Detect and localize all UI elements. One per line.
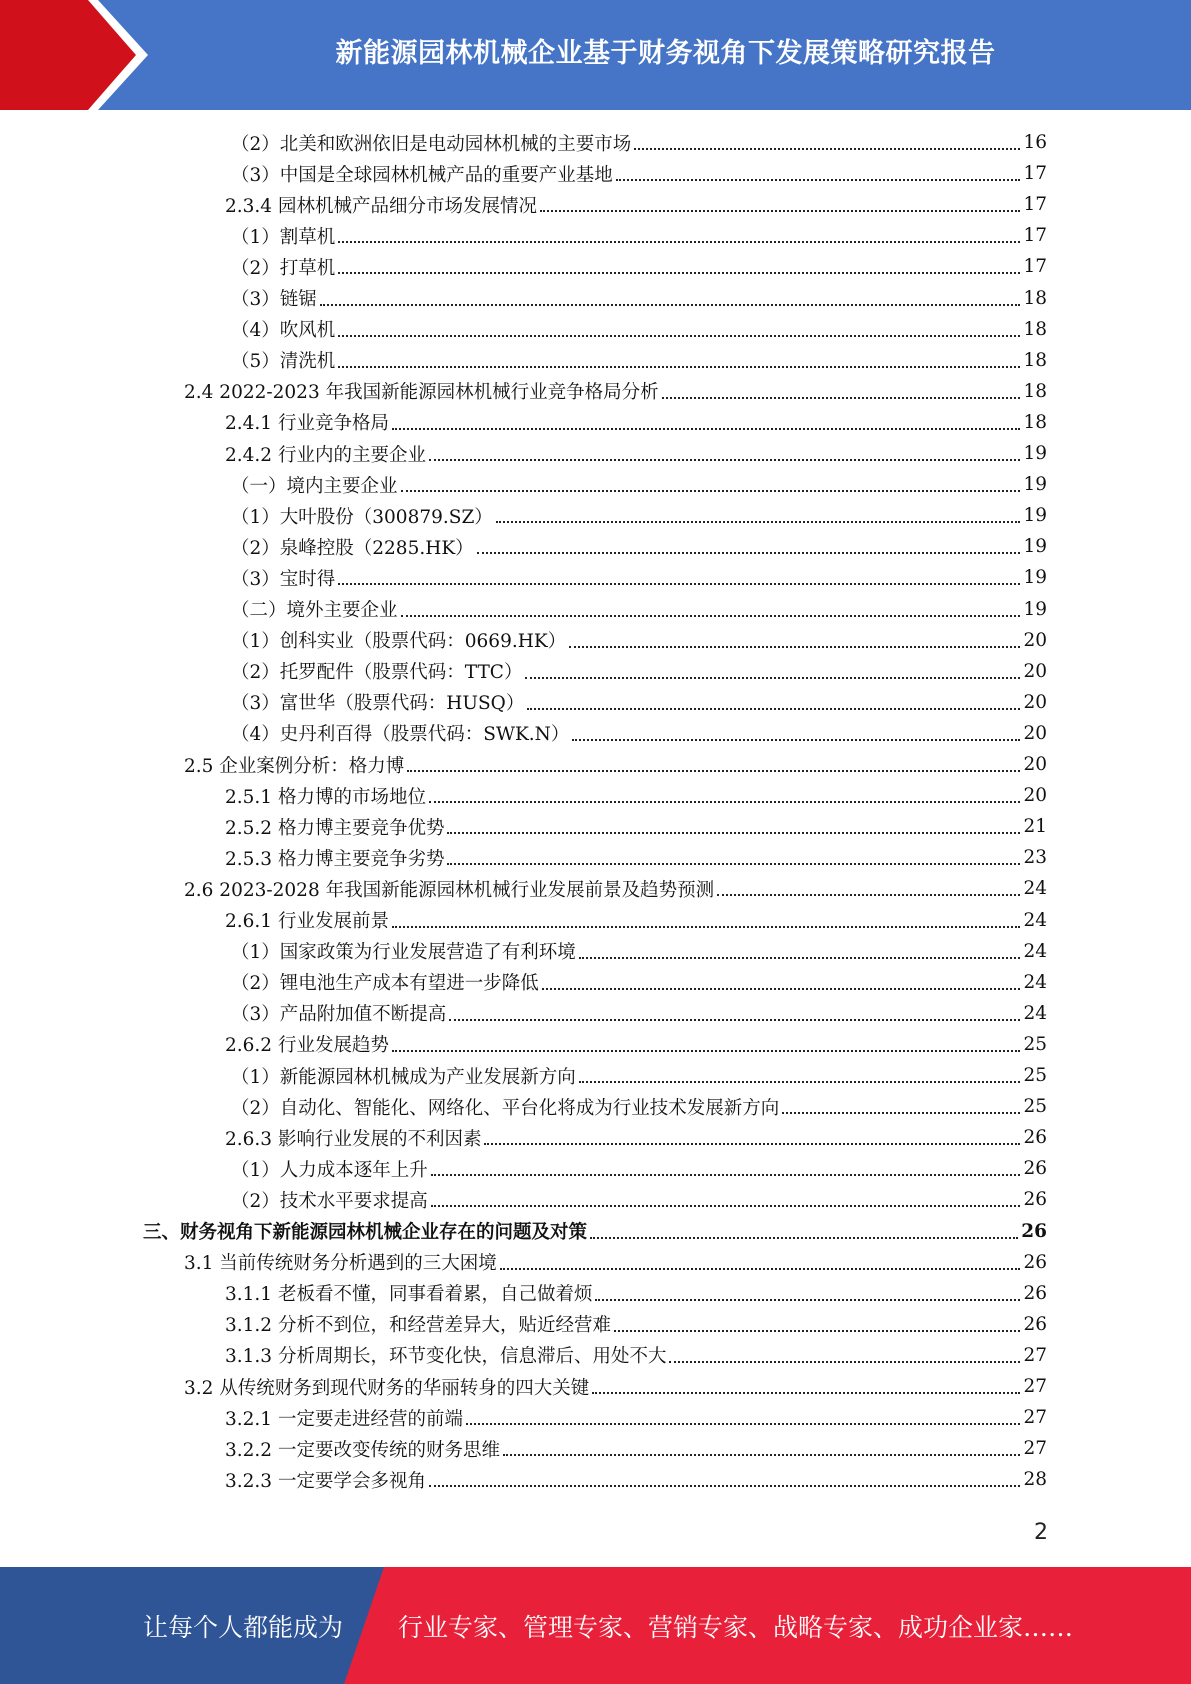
toc-entry[interactable] bbox=[231, 625, 1047, 656]
toc-entry-page: 18 bbox=[1023, 287, 1047, 309]
toc-entry[interactable] bbox=[143, 1216, 1047, 1247]
toc-entry-title: 2.5 企业案例分析：格力博 bbox=[184, 755, 405, 777]
toc-entry-title: （5）清洗机 bbox=[231, 351, 336, 373]
toc-entry[interactable] bbox=[231, 531, 1047, 562]
toc-dot-leader bbox=[338, 365, 1020, 368]
toc-entry-title: 3.2.1 一定要走进经营的前端 bbox=[225, 1408, 463, 1430]
toc-entry-page: 26 bbox=[1023, 1158, 1047, 1180]
toc-dot-leader bbox=[717, 893, 1020, 896]
toc-entry[interactable] bbox=[231, 500, 1047, 531]
toc-entry-page: 25 bbox=[1023, 1096, 1047, 1118]
toc-entry-title: （2）锂电池生产成本有望进一步降低 bbox=[231, 973, 539, 995]
toc-entry-page: 17 bbox=[1023, 194, 1047, 216]
toc-entry-title: （4）吹风机 bbox=[231, 320, 336, 342]
page-header bbox=[0, 0, 1191, 110]
toc-dot-leader bbox=[484, 1142, 1020, 1145]
toc-entry-page: 25 bbox=[1023, 1065, 1047, 1086]
toc-entry-title: 三、财务视角下新能源园林机械企业存在的问题及对策 bbox=[143, 1222, 588, 1243]
toc-dot-leader bbox=[634, 147, 1020, 150]
toc-entry[interactable] bbox=[225, 438, 1047, 469]
toc-entry-title: 2.6.1 行业发展前景 bbox=[225, 911, 389, 932]
toc-dot-leader bbox=[401, 489, 1021, 492]
toc-entry-page: 18 bbox=[1023, 318, 1047, 340]
toc-entry[interactable] bbox=[231, 220, 1047, 251]
toc-entry-title: （2）技术水平要求提高 bbox=[231, 1190, 428, 1212]
toc-entry-title: （2）打草机 bbox=[231, 257, 336, 279]
toc-dot-leader bbox=[401, 614, 1021, 617]
toc-dot-leader bbox=[429, 458, 1020, 461]
footer-slogan-right: 行业专家、管理专家、营销专家、战略专家、成功企业家…… bbox=[398, 1612, 1074, 1642]
toc-entry-page: 17 bbox=[1023, 256, 1047, 278]
toc-dot-leader bbox=[338, 271, 1020, 274]
toc-entry[interactable] bbox=[225, 1340, 1047, 1371]
toc-entry-page: 24 bbox=[1023, 940, 1047, 962]
toc-dot-leader bbox=[392, 1049, 1020, 1052]
toc-dot-leader bbox=[595, 1298, 1020, 1301]
toc-entry-page: 19 bbox=[1023, 505, 1047, 527]
toc-entry-title: 2.4 2022-2023 年我国新能源园林机械行业竞争格局分析 bbox=[184, 382, 659, 404]
toc-entry-page: 27 bbox=[1023, 1376, 1047, 1397]
toc-entry[interactable] bbox=[231, 1060, 1047, 1091]
toc-dot-leader bbox=[477, 551, 1021, 554]
toc-entry-title: 3.2 从传统财务到现代财务的华丽转身的四大关键 bbox=[184, 1377, 590, 1399]
toc-entry-title: （1）创科实业（股票代码：0669.HK） bbox=[231, 631, 567, 653]
toc-dot-leader bbox=[429, 1484, 1020, 1487]
toc-dot-leader bbox=[579, 956, 1021, 959]
toc-entry-title: 3.1.2 分析不到位，和经营差异大，贴近经营难 bbox=[225, 1315, 611, 1337]
toc-entry-page: 19 bbox=[1023, 474, 1047, 496]
toc-entry[interactable] bbox=[231, 251, 1047, 282]
toc-entry-page: 24 bbox=[1023, 878, 1047, 900]
toc-entry-title: 2.5.1 格力博的市场地位 bbox=[225, 786, 426, 808]
toc-entry-title: （2）北美和欧洲依旧是电动园林机械的主要市场 bbox=[231, 133, 632, 155]
toc-dot-leader bbox=[500, 1267, 1021, 1270]
toc-entry-page: 17 bbox=[1023, 225, 1047, 247]
toc-entry[interactable] bbox=[231, 998, 1047, 1029]
toc-dot-leader bbox=[466, 1422, 1020, 1425]
toc-dot-leader bbox=[572, 738, 1020, 741]
toc-entry[interactable] bbox=[231, 469, 1047, 500]
page-number: 2 bbox=[1034, 1520, 1048, 1545]
toc-entry-title: （4）史丹利百得（股票代码：SWK.N） bbox=[231, 724, 570, 746]
toc-entry-page: 18 bbox=[1023, 411, 1047, 433]
toc-dot-leader bbox=[447, 862, 1020, 865]
toc-entry[interactable] bbox=[231, 936, 1047, 967]
toc-entry-page: 24 bbox=[1023, 1002, 1047, 1024]
toc-entry-page: 26 bbox=[1023, 1313, 1047, 1335]
toc-entry-title: （3）产品附加值不断提高 bbox=[231, 1004, 447, 1026]
toc-entry-title: （2）泉峰控股（2285.HK） bbox=[231, 537, 474, 559]
toc-entry[interactable] bbox=[231, 158, 1047, 189]
toc-entry-page: 26 bbox=[1023, 1251, 1047, 1273]
toc-entry-title: 2.6 2023-2028 年我国新能源园林机械行业发展前景及趋势预测 bbox=[184, 879, 715, 901]
toc-entry[interactable] bbox=[231, 314, 1047, 345]
toc-entry-title: 2.6.2 行业发展趋势 bbox=[225, 1035, 389, 1057]
toc-entry-page: 26 bbox=[1023, 1189, 1047, 1211]
toc-entry[interactable] bbox=[225, 842, 1047, 873]
toc-entry[interactable] bbox=[225, 811, 1047, 842]
toc-entry-page: 27 bbox=[1023, 1407, 1047, 1429]
toc-entry-page: 24 bbox=[1023, 971, 1047, 993]
toc-dot-leader bbox=[614, 1329, 1020, 1332]
toc-entry-page: 19 bbox=[1023, 567, 1047, 589]
toc-entry-page: 23 bbox=[1023, 847, 1047, 869]
toc-entry[interactable] bbox=[231, 687, 1047, 718]
toc-entry-page: 20 bbox=[1023, 629, 1047, 651]
toc-dot-leader bbox=[338, 240, 1020, 243]
toc-dot-leader bbox=[392, 427, 1020, 430]
toc-entry-page: 20 bbox=[1023, 785, 1047, 807]
toc-dot-leader bbox=[662, 396, 1021, 399]
page-footer bbox=[0, 1567, 1191, 1684]
toc-entry-page: 26 bbox=[1023, 1127, 1047, 1149]
footer-slogan-left: 让每个人都能成为 bbox=[143, 1612, 344, 1642]
toc-entry[interactable] bbox=[184, 376, 1047, 407]
toc-dot-leader bbox=[540, 209, 1020, 212]
toc-entry[interactable] bbox=[184, 749, 1047, 780]
toc-entry[interactable] bbox=[225, 1309, 1047, 1340]
toc-entry[interactable] bbox=[231, 1184, 1047, 1215]
toc-dot-leader bbox=[525, 676, 1020, 679]
toc-entry[interactable] bbox=[231, 562, 1047, 593]
toc-entry[interactable] bbox=[225, 1433, 1047, 1464]
toc-dot-leader bbox=[496, 520, 1021, 523]
toc-entry-title: （3）链锯 bbox=[231, 289, 317, 310]
toc-dot-leader bbox=[503, 1453, 1020, 1456]
toc-entry-title: （1）新能源园林机械成为产业发展新方向 bbox=[231, 1066, 576, 1088]
toc-entry[interactable] bbox=[225, 189, 1047, 220]
toc-entry[interactable] bbox=[184, 1247, 1047, 1278]
toc-dot-leader bbox=[320, 303, 1021, 306]
toc-entry-title: 2.4.2 行业内的主要企业 bbox=[225, 444, 426, 466]
toc-entry-title: 2.4.1 行业竞争格局 bbox=[225, 413, 389, 435]
toc-entry-page: 27 bbox=[1023, 1438, 1047, 1460]
toc-entry[interactable] bbox=[231, 656, 1047, 687]
toc-entry-page: 20 bbox=[1023, 754, 1047, 775]
toc-entry-title: （1）人力成本逐年上升 bbox=[231, 1159, 428, 1181]
toc-dot-leader bbox=[338, 582, 1020, 585]
toc-entry-title: （1）割草机 bbox=[231, 226, 336, 248]
toc-entry-page: 20 bbox=[1023, 722, 1047, 744]
toc-entry-title: （3）中国是全球园林机械产品的重要产业基地 bbox=[231, 164, 613, 186]
toc-dot-leader bbox=[669, 1360, 1020, 1363]
toc-dot-leader bbox=[592, 1391, 1020, 1394]
toc-entry[interactable] bbox=[225, 1122, 1047, 1153]
toc-entry[interactable] bbox=[231, 718, 1047, 749]
toc-entry[interactable] bbox=[225, 780, 1047, 811]
toc-entry[interactable] bbox=[225, 1029, 1047, 1060]
toc-entry-title: 3.2.3 一定要学会多视角 bbox=[225, 1470, 426, 1492]
toc-entry-page: 18 bbox=[1023, 380, 1047, 402]
toc-entry-title: 2.6.3 影响行业发展的不利因素 bbox=[225, 1128, 482, 1150]
toc-dot-leader bbox=[590, 1236, 1018, 1239]
toc-dot-leader bbox=[429, 800, 1020, 803]
toc-entry-page: 19 bbox=[1023, 536, 1047, 558]
toc-entry-page: 19 bbox=[1023, 598, 1047, 620]
toc-entry-page: 20 bbox=[1023, 691, 1047, 713]
toc-entry-page: 21 bbox=[1023, 816, 1047, 838]
header-title: 新能源园林机械企业基于财务视角下发展策略研究报告 bbox=[335, 37, 996, 69]
toc-entry-page: 24 bbox=[1023, 909, 1047, 931]
toc-dot-leader bbox=[542, 987, 1021, 990]
toc-entry[interactable] bbox=[184, 873, 1047, 904]
toc-entry-page: 25 bbox=[1023, 1033, 1047, 1055]
toc-entry[interactable] bbox=[231, 345, 1047, 376]
toc-entry-page: 28 bbox=[1023, 1469, 1047, 1491]
toc-entry-page: 27 bbox=[1023, 1344, 1047, 1366]
toc-entry-title: 3.1.3 分析周期长，环节变化快，信息滞后、用处不大 bbox=[225, 1346, 667, 1368]
toc-dot-leader bbox=[392, 925, 1020, 928]
toc-entry[interactable] bbox=[231, 127, 1047, 158]
toc-entry-page: 26 bbox=[1021, 1220, 1047, 1242]
toc-entry-title: 3.2.2 一定要改变传统的财务思维 bbox=[225, 1439, 500, 1461]
toc-dot-leader bbox=[338, 334, 1020, 337]
toc-entry-title: （一）境内主要企业 bbox=[231, 475, 398, 497]
toc-entry-title: 3.1.1 老板看不懂，同事看着累，自己做着烦 bbox=[225, 1284, 593, 1306]
toc-entry-page: 26 bbox=[1023, 1282, 1047, 1304]
toc-entry[interactable] bbox=[225, 1402, 1047, 1433]
toc-entry[interactable] bbox=[184, 1371, 1047, 1402]
toc-dot-leader bbox=[527, 707, 1020, 710]
toc-entry-page: 18 bbox=[1023, 349, 1047, 371]
toc-dot-leader bbox=[449, 1018, 1020, 1021]
toc-entry-title: （二）境外主要企业 bbox=[231, 600, 398, 621]
toc-entry-title: （3）富世华（股票代码：HUSQ） bbox=[231, 693, 525, 715]
toc-dot-leader bbox=[616, 178, 1021, 181]
toc-entry-title: （2）托罗配件（股票代码：TTC） bbox=[231, 662, 523, 684]
toc-entry-title: 2.3.4 园林机械产品细分市场发展情况 bbox=[225, 195, 537, 217]
toc-entry[interactable] bbox=[225, 905, 1047, 936]
toc-dot-leader bbox=[407, 769, 1020, 772]
toc-dot-leader bbox=[431, 1173, 1021, 1176]
toc-dot-leader bbox=[579, 1080, 1021, 1083]
toc-entry[interactable] bbox=[225, 1278, 1047, 1309]
toc-entry-page: 16 bbox=[1023, 132, 1047, 153]
toc-entry-page: 17 bbox=[1023, 163, 1047, 185]
toc-dot-leader bbox=[431, 1204, 1021, 1207]
toc-entry-title: （3）宝时得 bbox=[231, 568, 336, 590]
toc-entry[interactable] bbox=[231, 967, 1047, 998]
toc-entry-page: 20 bbox=[1023, 660, 1047, 682]
toc-entry-title: 3.1 当前传统财务分析遇到的三大困境 bbox=[184, 1253, 497, 1275]
toc-entry[interactable] bbox=[225, 1464, 1047, 1495]
toc-entry[interactable] bbox=[231, 1091, 1047, 1122]
toc-entry[interactable] bbox=[231, 1153, 1047, 1184]
toc-entry-title: （2）自动化、智能化、网络化、平台化将成为行业技术发展新方向 bbox=[231, 1097, 780, 1119]
toc-entry-title: 2.5.2 格力博主要竞争优势 bbox=[225, 817, 445, 839]
toc-entry[interactable] bbox=[225, 407, 1047, 438]
toc-entry-title: 2.5.3 格力博主要竞争劣势 bbox=[225, 848, 445, 870]
toc-entry[interactable] bbox=[231, 594, 1047, 625]
toc-dot-leader bbox=[782, 1111, 1020, 1114]
toc-dot-leader bbox=[569, 645, 1020, 648]
toc-entry[interactable] bbox=[231, 283, 1047, 314]
toc-entry-page: 19 bbox=[1023, 443, 1047, 464]
toc-dot-leader bbox=[447, 831, 1020, 834]
toc-entry-title: （1）国家政策为行业发展营造了有利环境 bbox=[231, 942, 576, 964]
toc-entry-title: （1）大叶股份（300879.SZ） bbox=[231, 506, 493, 528]
